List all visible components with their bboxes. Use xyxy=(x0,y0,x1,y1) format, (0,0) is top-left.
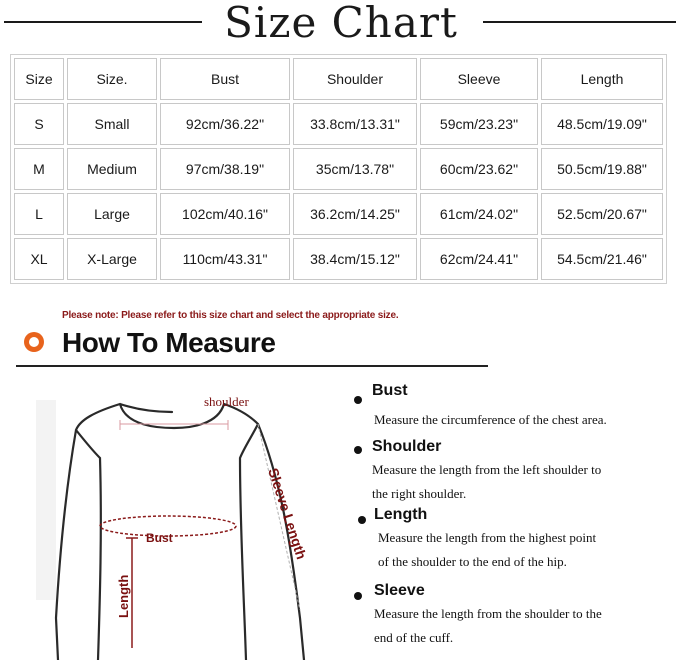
title-row xyxy=(0,0,679,48)
table-cell: S xyxy=(14,103,64,145)
measure-title-length: Length xyxy=(374,506,428,523)
title-divider-left xyxy=(4,21,202,23)
size-note: Please note: Please refer to this size chart and select the appropriate size. xyxy=(62,310,399,321)
measure-desc-line: the right shoulder. xyxy=(372,486,467,501)
table-cell: 54.5cm/21.46" xyxy=(541,238,663,280)
length-label: Length xyxy=(116,574,131,618)
bullet-icon xyxy=(354,396,362,404)
header-cell-sleeve: Sleeve xyxy=(420,58,538,100)
table-header-row xyxy=(14,58,663,100)
shirt-measurement-figure xyxy=(22,378,322,660)
table-cell: X-Large xyxy=(67,238,157,280)
measure-desc-line: Measure the length from the highest point xyxy=(378,530,597,545)
sleeve-length-label: Sleeve Length xyxy=(265,465,310,562)
table-cell: Medium xyxy=(67,148,157,190)
table-cell: 52.5cm/20.67" xyxy=(541,193,663,235)
table-cell: 61cm/24.02" xyxy=(420,193,538,235)
title-divider-right xyxy=(483,21,676,23)
table-cell: 33.8cm/13.31" xyxy=(293,103,417,145)
table-cell: 36.2cm/14.25" xyxy=(293,193,417,235)
table-cell: 62cm/24.41" xyxy=(420,238,538,280)
table-cell: Large xyxy=(67,193,157,235)
measure-title-sleeve: Sleeve xyxy=(374,582,425,599)
bullet-icon xyxy=(354,592,362,600)
bust-label: Bust xyxy=(146,531,173,545)
measure-desc-line: of the shoulder to the end of the hip. xyxy=(378,554,567,569)
table-row xyxy=(14,148,663,190)
table-cell: 48.5cm/19.09" xyxy=(541,103,663,145)
measure-instructions xyxy=(350,378,670,658)
table-cell: 102cm/40.16" xyxy=(160,193,290,235)
measure-desc-line: Measure the length from the shoulder to the xyxy=(374,606,602,621)
measure-desc-line: Measure the length from the left shoulder to xyxy=(372,462,602,477)
shirt-outline xyxy=(56,404,304,660)
shoulder-label: shoulder xyxy=(204,394,249,409)
header-cell-size-name: Size. xyxy=(67,58,157,100)
table-cell: 50.5cm/19.88" xyxy=(541,148,663,190)
table-row xyxy=(14,193,663,235)
table-cell: XL xyxy=(14,238,64,280)
measure-title-shoulder: Shoulder xyxy=(372,438,442,455)
table-cell: 60cm/23.62" xyxy=(420,148,538,190)
how-to-measure-title: How To Measure xyxy=(62,327,276,358)
measure-title-bust: Bust xyxy=(372,382,408,399)
bullet-icon xyxy=(354,446,362,454)
table-cell: 110cm/43.31" xyxy=(160,238,290,280)
table-row xyxy=(14,238,663,280)
table-cell: 92cm/36.22" xyxy=(160,103,290,145)
page-title: Size Chart xyxy=(224,0,458,47)
table-cell: L xyxy=(14,193,64,235)
table-cell: 97cm/38.19" xyxy=(160,148,290,190)
header-cell-shoulder: Shoulder xyxy=(293,58,417,100)
table-cell: Small xyxy=(67,103,157,145)
shirt-illustration xyxy=(22,378,322,660)
header-cell-length: Length xyxy=(541,58,663,100)
orange-ring-icon xyxy=(24,332,44,352)
table-row xyxy=(14,103,663,145)
measure-desc-line: Measure the circumference of the chest area. xyxy=(374,412,607,427)
header-cell-size: Size xyxy=(14,58,64,100)
header-cell-bust: Bust xyxy=(160,58,290,100)
table-cell: 35cm/13.78" xyxy=(293,148,417,190)
section-divider xyxy=(16,365,488,367)
measure-desc-line: end of the cuff. xyxy=(374,630,454,645)
table-cell: 59cm/23.23" xyxy=(420,103,538,145)
bullet-icon xyxy=(358,516,366,524)
shading xyxy=(36,400,56,600)
size-chart-table xyxy=(10,54,667,284)
table-cell: M xyxy=(14,148,64,190)
table-cell: 38.4cm/15.12" xyxy=(293,238,417,280)
